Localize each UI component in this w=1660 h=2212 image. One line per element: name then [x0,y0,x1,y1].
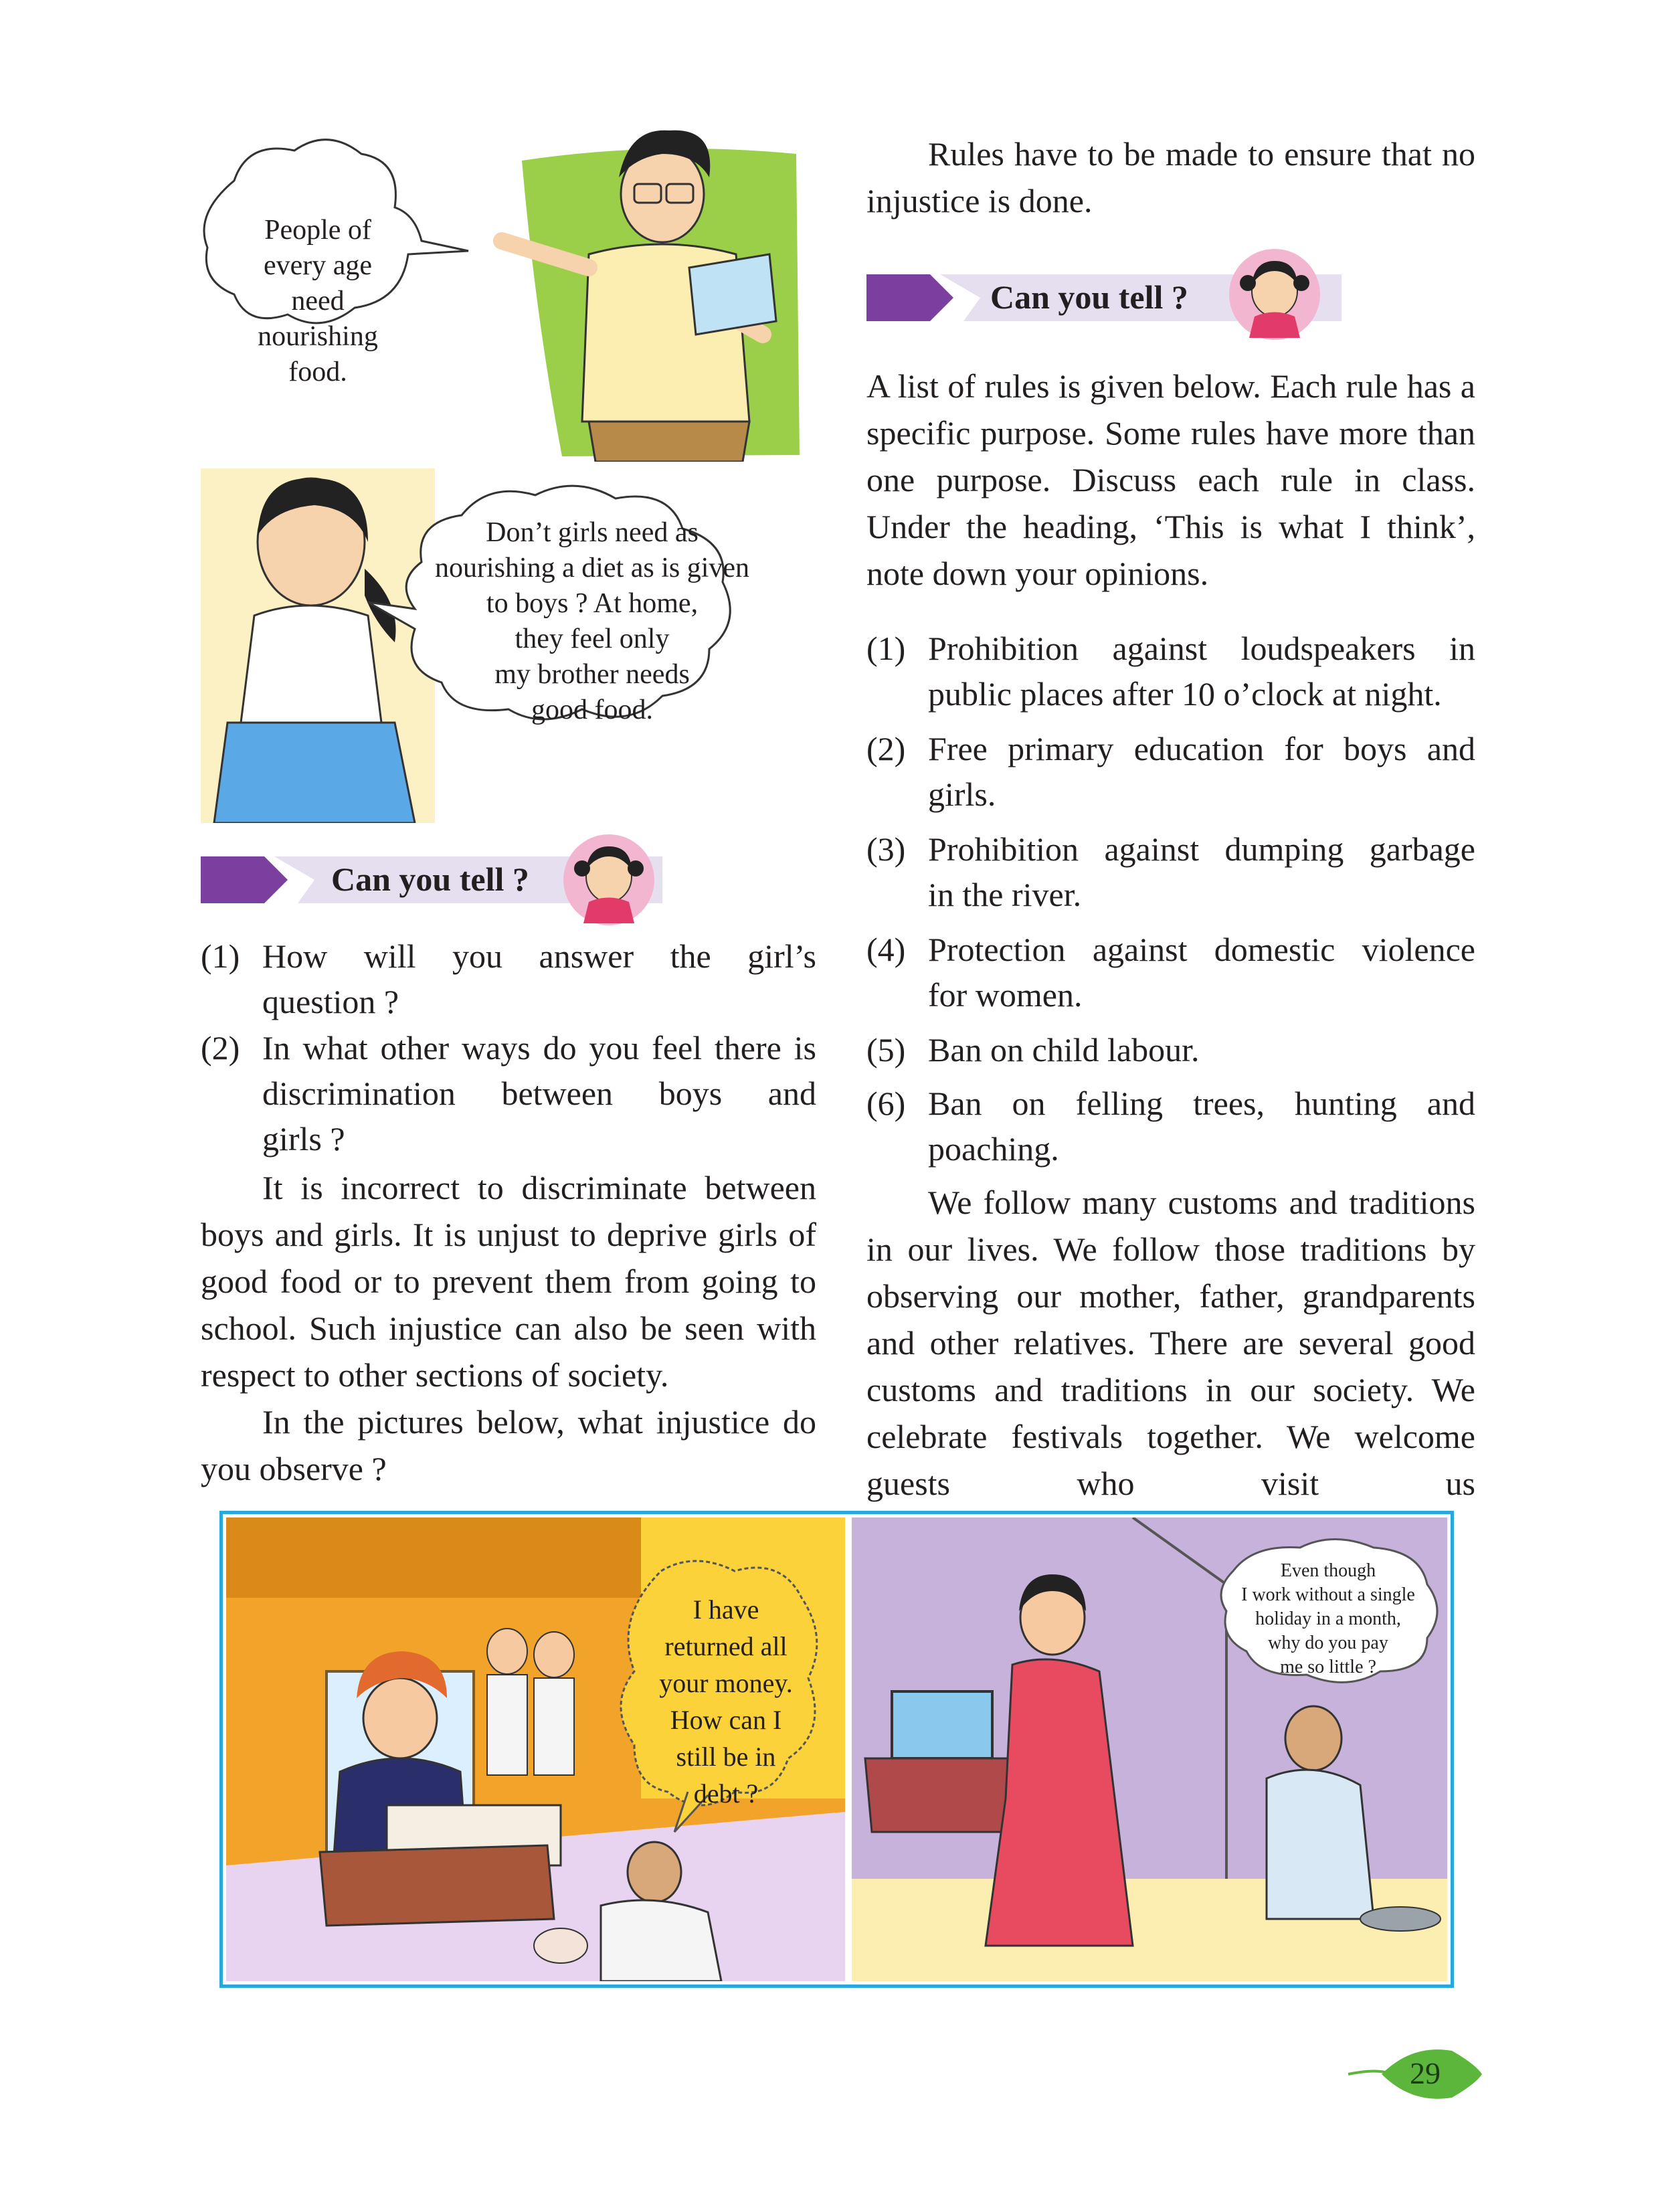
rule-line: poaching. [928,1130,1059,1168]
bubble-line: my brother needs [494,659,690,690]
rules-instructions-paragraph: A list of rules is given below. Each rule has a specific purpose. Some rules have more than one purpose. Discuss each rule in class. Under the heading, ‘This is what I think’, note down your opinions. [866,367,1475,592]
rule-number: (5) [866,1031,906,1069]
bubble-line: nourishing [258,321,378,352]
bubble-line: every age [263,250,373,281]
bubble-line: People of [264,215,371,246]
rule-number: (2) [866,730,906,767]
girl-avatar-icon [1221,244,1328,345]
question-line: question ? [262,983,399,1020]
question-number: (2) [201,1029,240,1067]
injustice-question-paragraph: In the pictures below, what injustice do you observe ? [201,1403,816,1487]
bubble-line: Don’t girls need as [486,517,699,548]
rule-number: (3) [866,830,906,868]
cyt-heading-left: Can you tell ? [331,860,529,898]
teacher-speech-bubble [231,213,405,390]
bubble-line: How can I [670,1705,782,1735]
rule-number: (1) [866,630,906,667]
rule-line: Free primary education for boys and [928,730,1475,767]
bubble-line: debt ? [693,1778,759,1809]
bubble-line: need [291,286,345,316]
question-line: girls ? [262,1120,345,1158]
question-line: discrimination between boys and [262,1075,816,1112]
rules-intro-paragraph: Rules have to be made to ensure that no injustice is done. [866,135,1475,219]
girl-speech-bubble [411,515,773,728]
bubble-line: to boys ? At home, [486,588,699,619]
bubble-line: still be in [676,1742,776,1772]
bubble-line: me so little ? [1280,1657,1376,1677]
rule-text [928,1027,1475,1073]
rule-line: girls. [928,775,996,813]
rule-line: public places after 10 o’clock at night. [928,675,1442,713]
rule-number: (6) [866,1085,906,1122]
rule-text [928,927,1475,1018]
farmer-speech-bubble [636,1591,816,1812]
discrimination-paragraph: It is incorrect to discriminate between boys and girls. It is unjust to deprive girls of good food or to prevent them from going to school. Such injustice can also be seen with respect to other sections of society. [201,1169,816,1394]
maid-speech-bubble [1228,1559,1428,1679]
bubble-line: holiday in a month, [1255,1608,1401,1629]
page-number: 29 [1410,2056,1441,2090]
question-line: How will you answer the girl’s [262,937,816,975]
rule-number: (4) [866,931,906,968]
rule-line: in the river. [928,876,1082,913]
bubble-line: why do you pay [1268,1633,1388,1653]
bubble-line: nourishing a diet as is given [434,553,750,583]
question-text [262,1025,816,1162]
bubble-line: Even though [1280,1560,1376,1581]
girl-avatar-icon [555,830,662,930]
bubble-line: returned all [664,1631,788,1661]
rule-line: Prohibition against dumping garbage [928,830,1475,868]
bubble-line: food. [288,357,347,387]
bubble-line: I have [693,1594,759,1625]
customs-paragraph: We follow many customs and traditions in our lives. We follow those traditions by observing our mother, father, grandparents and other relatives. There are several good customs and traditions in our society. We celebrate festivals together. We welcome guests who visit us [866,1184,1475,1502]
question-number: (1) [201,937,240,975]
bubble-line: your money. [659,1668,793,1698]
bubble-line: they feel only [515,624,670,654]
question-text [262,933,816,1024]
rule-text [928,626,1475,717]
rule-text [928,826,1475,917]
rule-line: Ban on felling trees, hunting and [928,1085,1475,1122]
rule-line: Protection against domestic violence [928,931,1475,968]
bubble-line: good food. [531,695,653,725]
rule-text [928,726,1475,817]
rule-line: Ban on child labour. [928,1031,1200,1069]
rule-line: for women. [928,976,1083,1014]
rule-line: Prohibition against loudspeakers in [928,630,1475,667]
bubble-line: I work without a single [1241,1584,1415,1605]
cyt-heading-right: Can you tell ? [990,278,1188,316]
rule-text [928,1081,1475,1172]
question-line: In what other ways do you feel there is [262,1029,816,1067]
